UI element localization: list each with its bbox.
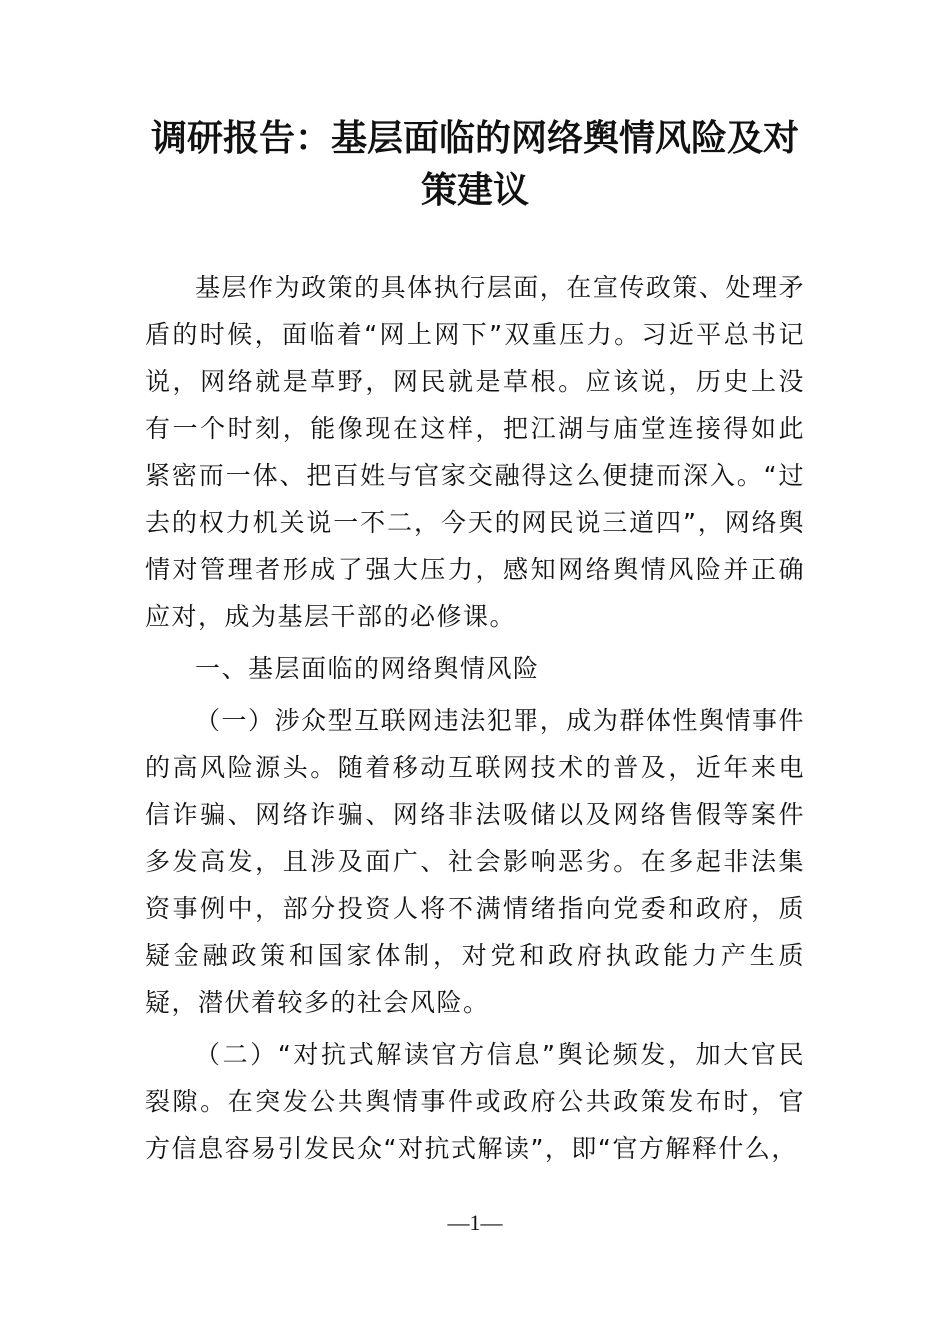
intro-paragraph: 基层作为政策的具体执行层面，在宣传政策、处理矛盾的时候，面临着“网上网下”双重压力。习近平总书记说，网络就是草野，网民就是草根。应该说，历史上没有一个时刻，能像现在这样，把江湖与庙堂连接得如此紧密而一体、把百姓与官家交融得这么便捷而深入。“过去的权力机关说一不二，今天的网民说三道四”，网络舆情对管理者形成了强大压力，感知网络舆情风险并正确应对，成为基层干部的必修课。 [145,273,805,631]
subsection-paragraph-2: （二）“对抗式解读官方信息”舆论频发，加大官民裂隙。在突发公共舆情事件或政府公共政策发布时，官方信息容易引发民众“对抗式解读”，即“官方解释什么， [145,1040,805,1163]
document-body [145,264,805,1172]
subsection-paragraph-1: （一）涉众型互联网违法犯罪，成为群体性舆情事件的高风险源头。随着移动互联网技术的普及，近年来电信诈骗、网络诈骗、网络非法吸储以及网络售假等案件多发高发，且涉及面广、社会影响恶劣。在多起非法集资事例中，部分投资人将不满情绪指向党委和政府，质疑金融政策和国家体制，对党和政府执政能力产生质疑，潜伏着较多的社会风险。 [145,706,805,1017]
page-number: —1— [447,1210,503,1235]
section-heading-1: 一、基层面临的网络舆情风险 [195,654,540,683]
document-title: 调研报告：基层面临的网络舆情风险及对策建议 [150,117,799,211]
